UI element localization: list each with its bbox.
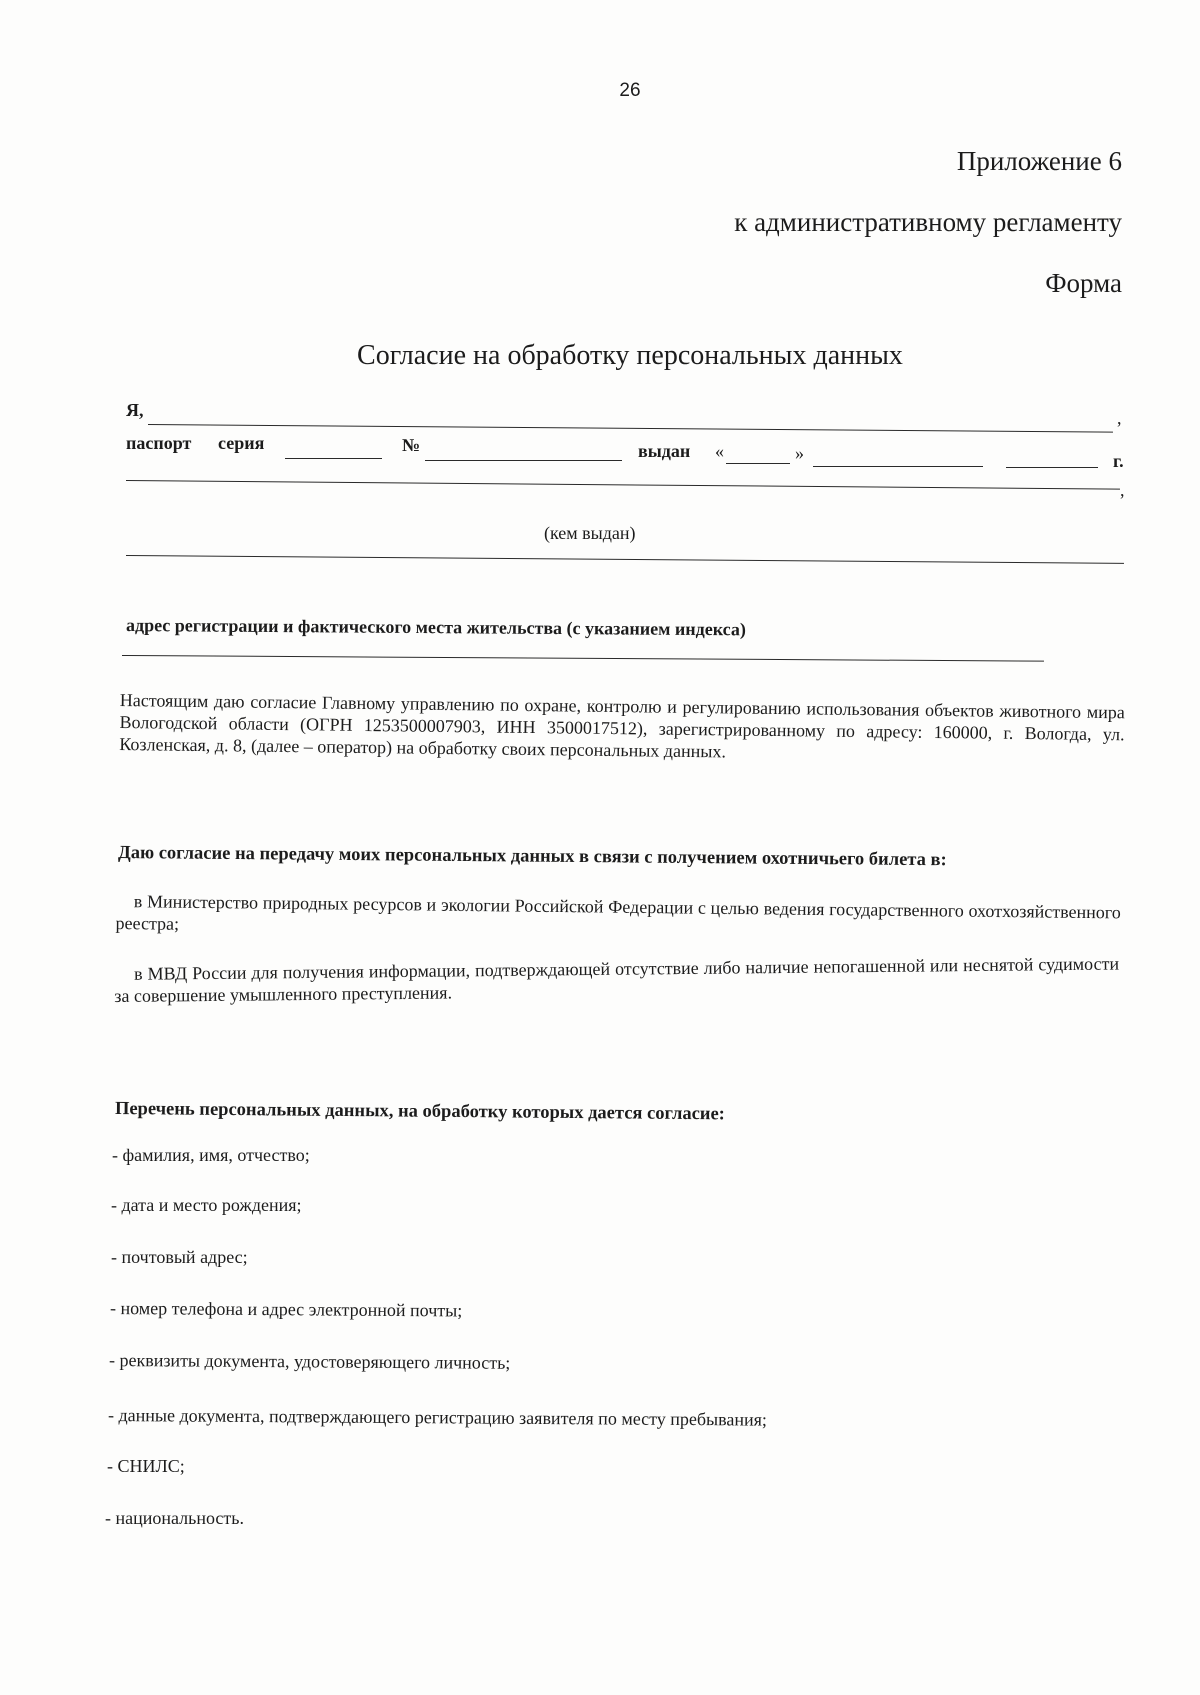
list-item: - номер телефона и адрес электронной почты; xyxy=(109,1298,463,1321)
transfer-item-mvd: в МВД России для получения информации, подтверждающей отсутствие либо наличие непогашенной или неснятой судимости за совершение умышленного преступления. xyxy=(114,953,1120,1006)
day-line xyxy=(726,463,790,464)
document-title: Согласие на обработку персональных данных xyxy=(357,340,903,371)
appendix-label: Приложение 6 xyxy=(956,146,1122,176)
month-line xyxy=(813,466,983,467)
issuer-line xyxy=(126,480,1120,490)
series-line xyxy=(285,458,382,459)
i-label: Я, xyxy=(126,400,144,420)
list-item: - национальность. xyxy=(105,1508,244,1528)
transfer-heading: Даю согласие на передачу моих персональных данных в связи с получением охотничьего билета в: xyxy=(117,843,947,871)
list-item: - СНИЛС; xyxy=(107,1456,185,1476)
passport-label: паспорт xyxy=(126,433,192,453)
comma-mark: , xyxy=(1117,408,1122,428)
list-item: - дата и место рождения; xyxy=(111,1195,302,1215)
comma-mark-2: , xyxy=(1120,480,1125,500)
quote-open: « xyxy=(715,441,724,461)
transfer-item-ministry: в Министерство природных ресурсов и экологии Российской Федерации с целью ведения государственного охотхозяйственного реестра; xyxy=(115,891,1121,934)
list-item: - почтовый адрес; xyxy=(111,1247,248,1267)
year-suffix: г. xyxy=(1113,451,1124,471)
list-item: - реквизиты документа, удостоверяющего личность; xyxy=(108,1350,511,1373)
form-label: Форма xyxy=(1045,268,1122,298)
issuer-line-2 xyxy=(126,555,1124,564)
page-number: 26 xyxy=(619,80,641,101)
consent-paragraph: Настоящим даю согласие Главному управлению по охране, контролю и регулированию использования объектов животного мира Вологодской области (ОГРН 1253500007903, ИНН 3500017512), зарегистрированному по адресу: 160000, г. Вологда, ул. Козленская, д. 8, (далее – оператор) на обработку своих персональных данных. xyxy=(119,689,1125,762)
list-item: - данные документа, подтверждающего регистрацию заявителя по месту пребывания; xyxy=(107,1405,768,1430)
address-label: адрес регистрации и фактического места жительства (с указанием индекса) xyxy=(125,615,746,640)
number-line xyxy=(425,460,622,461)
list-heading: Перечень персональных данных, на обработку которых дается согласие: xyxy=(114,1099,725,1125)
issued-label: выдан xyxy=(638,441,691,461)
full-name-line xyxy=(148,424,1113,433)
year-line xyxy=(1006,467,1098,468)
regulation-label: к административному регламенту xyxy=(734,207,1122,237)
series-label: серия xyxy=(218,433,265,453)
list-item: - фамилия, имя, отчество; xyxy=(112,1145,310,1165)
address-line xyxy=(122,655,1044,662)
number-label: № xyxy=(402,435,421,455)
issued-by-caption: (кем выдан) xyxy=(544,523,636,543)
quote-close: » xyxy=(795,443,804,463)
